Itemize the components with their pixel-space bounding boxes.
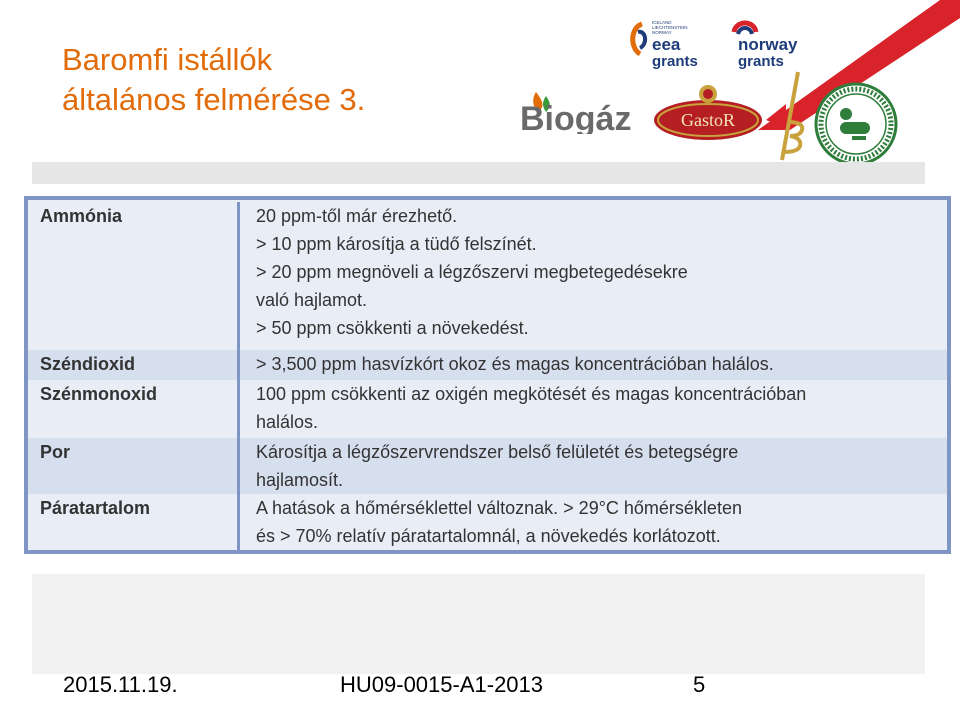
row-line: halálos.: [256, 412, 319, 432]
row-name-carbon-monoxide: Szénmonoxid: [40, 384, 158, 404]
footer-project-code: HU09-0015-A1-2013: [340, 672, 544, 697]
row-line: hajlamosít.: [256, 470, 344, 490]
row-line: > 3,500 ppm hasvízkórt okoz és magas koncentrációban halálos.: [256, 354, 774, 374]
table-row: [28, 200, 947, 350]
row-description: [237, 494, 947, 554]
biogaz-word: Biogáz: [520, 100, 632, 134]
row-line: > 50 ppm csökkenti a növekedést.: [256, 318, 529, 338]
bottom-gray-band: [32, 574, 925, 674]
table-row: [28, 494, 947, 554]
row-line: 100 ppm csökkenti az oxigén megkötését és magas koncentrációban: [256, 384, 807, 404]
eea-small-line-1: ICELAND: [652, 20, 672, 25]
top-gray-band: [32, 162, 925, 184]
footer-page-number: 5: [693, 672, 706, 697]
eea-grants-logo: [628, 18, 712, 70]
university-seal-logo: [812, 82, 900, 166]
slide-title-line-1: Baromfi istállók: [62, 42, 273, 77]
row-name-carbon-dioxide: Széndioxid: [40, 354, 136, 374]
row-line: 20 ppm-től már érezhető.: [256, 206, 458, 226]
eea-word: eea: [652, 35, 681, 54]
row-line: és > 70% relatív páratartalomnál, a növekedés korlátozott.: [256, 526, 721, 546]
row-name-humidity: Páratartalom: [40, 498, 151, 518]
eea-small-line-2: LIECHTENSTEIN: [652, 25, 688, 30]
table-row: [28, 350, 947, 380]
ib-emblem-logo: [762, 68, 814, 164]
slide-title-line-2: általános felmérése 3.: [62, 82, 366, 117]
slide-title: [62, 40, 365, 120]
norway-grants-logo: [730, 18, 820, 70]
biogaz-logo: [518, 88, 634, 134]
eea-grants-word: grants: [652, 53, 698, 70]
row-line: A hatások a hőmérséklettel változnak. > 29°C hőmérsékleten: [256, 498, 742, 518]
norway-grants-word: grants: [738, 53, 784, 70]
row-description: [237, 202, 947, 350]
row-line: Károsítja a légzőszervrendszer belső felületét és betegségre: [256, 442, 739, 462]
gastor-logo: [652, 82, 764, 142]
row-description: [237, 350, 947, 380]
footer-date: 2015.11.19.: [63, 672, 178, 697]
gastor-word: GastoR: [681, 110, 735, 130]
gas-effects-table: [24, 196, 951, 554]
table-row: [28, 380, 947, 438]
table-row: [28, 438, 947, 494]
row-line: > 10 ppm károsítja a tüdő felszínét.: [256, 234, 537, 254]
row-description: [237, 438, 947, 494]
row-line: való hajlamot.: [256, 290, 368, 310]
row-name-dust: Por: [40, 442, 71, 462]
eea-small-line-3: NORWAY: [652, 30, 672, 35]
row-line: > 20 ppm megnöveli a légzőszervi megbetegedésekre: [256, 262, 688, 282]
row-description: [237, 380, 947, 438]
row-name-ammonia: Ammónia: [40, 206, 123, 226]
norway-word: norway: [738, 35, 798, 54]
